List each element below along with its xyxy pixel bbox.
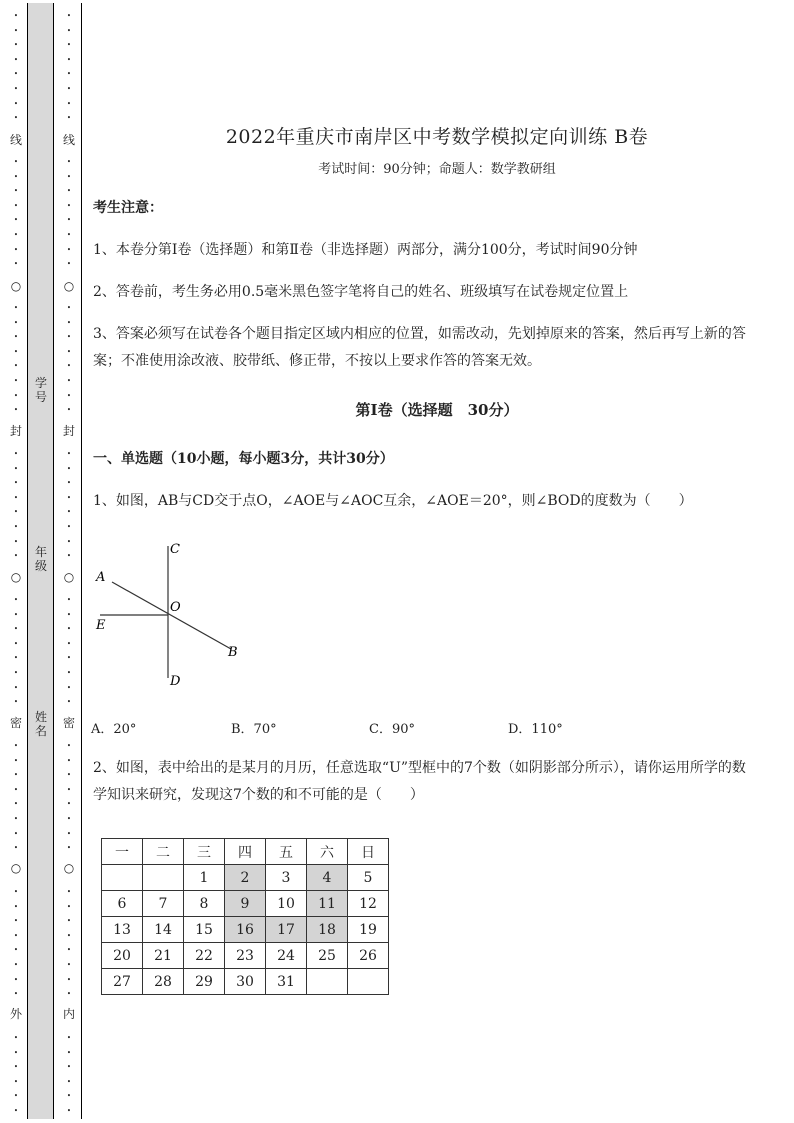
seal-dot: • xyxy=(66,931,72,940)
calendar-day-cell: 16 xyxy=(225,917,266,943)
section-title: 第I卷（选择题 30分） xyxy=(355,401,519,419)
seal-dot: • xyxy=(66,975,72,984)
seal-dot: • xyxy=(66,85,72,93)
seal-dot: • xyxy=(66,800,72,809)
seal-dot: • xyxy=(13,187,19,196)
seal-dot: • xyxy=(66,464,72,473)
inner-label-seal: 封 xyxy=(62,424,75,438)
seal-dot: • xyxy=(66,1077,72,1086)
seal-dot: • xyxy=(66,172,72,181)
seal-dot: • xyxy=(13,844,19,853)
seal-dot: • xyxy=(13,201,19,210)
seal-dot: • xyxy=(66,70,72,79)
seal-dot: • xyxy=(13,391,19,400)
calendar-day-cell xyxy=(102,865,143,891)
seal-dot: • xyxy=(66,946,72,955)
calendar-day-cell: 20 xyxy=(102,943,143,969)
outer-label-seal: 封 xyxy=(9,424,22,438)
seal-dot: • xyxy=(13,26,19,35)
calendar-weekday-header: 六 xyxy=(307,839,348,865)
label-e: E xyxy=(96,618,106,633)
seal-dot: • xyxy=(13,990,19,999)
outer-label-outside: 外 xyxy=(9,1007,22,1021)
seal-dot: • xyxy=(66,1034,72,1042)
seal-dot: • xyxy=(66,479,72,488)
question-1-text: 1、如图，AB与CD交于点O，∠AOE与∠AOC互余，∠AOE＝20°，则∠BOD的度数为（ ） xyxy=(93,493,693,509)
seal-dot: • xyxy=(66,333,72,342)
seal-dot: • xyxy=(13,1063,19,1072)
seal-dot: • xyxy=(13,1077,19,1086)
seal-dot: • xyxy=(13,756,19,765)
seal-dot: • xyxy=(66,537,72,546)
seal-dot: • xyxy=(13,304,19,312)
outer-label-circle: ○ xyxy=(10,861,22,875)
calendar-day-cell: 2 xyxy=(225,865,266,891)
calendar-day-cell: 11 xyxy=(307,891,348,917)
calendar-weekday-header: 三 xyxy=(184,839,225,865)
question-1-option-a[interactable]: A．20° xyxy=(91,722,137,737)
margin-line-right xyxy=(81,3,82,1119)
label-a: A xyxy=(96,570,106,585)
seal-dot: • xyxy=(66,201,72,210)
seal-dot: • xyxy=(66,26,72,35)
seal-dot: • xyxy=(66,888,72,896)
seal-dot: • xyxy=(66,450,72,458)
seal-dot: • xyxy=(13,216,19,225)
label-b: B xyxy=(228,645,238,660)
seal-dot: • xyxy=(66,1092,72,1101)
calendar-weekday-header: 二 xyxy=(143,839,184,865)
seal-dot: • xyxy=(13,85,19,93)
seal-dot: • xyxy=(13,114,19,123)
seal-dot: • xyxy=(13,231,19,239)
calendar-week-row xyxy=(102,917,389,943)
seal-dot: • xyxy=(66,55,72,64)
seal-dot: • xyxy=(66,347,72,356)
seal-dot: • xyxy=(13,479,19,488)
grade-field-label: 年级 xyxy=(34,545,47,573)
seal-dot: • xyxy=(13,888,19,896)
seal-dot: • xyxy=(66,245,72,254)
exam-title: 2022年重庆市南岸区中考数学模拟定向训练 B卷 xyxy=(225,126,649,148)
seal-dot: • xyxy=(66,639,72,648)
label-o: O xyxy=(170,600,181,615)
question-2-text: 2、如图，表中给出的是某月的月历，任意选取“U”型框中的7个数（如阴影部分所示），请你运用所学的数学知识来研究，发现这7个数的和不可能的是（ ） xyxy=(93,760,746,803)
seal-dot: • xyxy=(66,1107,72,1115)
seal-dot: • xyxy=(13,610,19,619)
seal-dot: • xyxy=(66,917,72,926)
seal-dot: • xyxy=(13,639,19,648)
seal-dot: • xyxy=(13,12,19,20)
seal-dot: • xyxy=(13,800,19,809)
seal-dot: • xyxy=(13,333,19,342)
calendar-weekday-header: 五 xyxy=(266,839,307,865)
calendar-day-cell: 28 xyxy=(143,969,184,995)
calendar-day-cell: 6 xyxy=(102,891,143,917)
seal-dot: • xyxy=(13,41,19,50)
calendar-day-cell: 4 xyxy=(307,865,348,891)
calendar-week-row xyxy=(102,969,389,995)
calendar-day-cell: 8 xyxy=(184,891,225,917)
inner-label-circle: ○ xyxy=(63,861,75,875)
calendar-day-cell: 14 xyxy=(143,917,184,943)
inner-dotted-seal-line xyxy=(62,0,76,1123)
calendar-day-cell: 26 xyxy=(348,943,389,969)
exam-subtitle: 考试时间：90分钟；命题人：数学教研组 xyxy=(318,162,556,177)
calendar-day-cell: 24 xyxy=(266,943,307,969)
part-heading: 一、单选题（10小题，每小题3分，共计30分） xyxy=(93,451,394,467)
seal-dot: • xyxy=(13,625,19,634)
seal-dot: • xyxy=(13,537,19,546)
seal-dot: • xyxy=(13,771,19,780)
label-d: D xyxy=(170,674,181,689)
seal-dot: • xyxy=(66,187,72,196)
calendar-day-cell: 19 xyxy=(348,917,389,943)
seal-dot: • xyxy=(66,669,72,677)
calendar-day-cell: 25 xyxy=(307,943,348,969)
calendar-day-cell: 30 xyxy=(225,969,266,995)
seal-dot: • xyxy=(66,683,72,692)
outer-dotted-seal-line xyxy=(9,0,23,1123)
calendar-day-cell: 31 xyxy=(266,969,307,995)
calendar-day-cell: 10 xyxy=(266,891,307,917)
student-number-field-label: 学号 xyxy=(34,376,47,404)
seal-dot: • xyxy=(13,917,19,926)
seal-dot: • xyxy=(66,610,72,619)
calendar-header-row xyxy=(102,839,389,865)
margin-line-middle xyxy=(53,3,54,1119)
seal-dot: • xyxy=(13,1034,19,1042)
seal-dot: • xyxy=(66,785,72,794)
calendar-day-cell: 9 xyxy=(225,891,266,917)
inner-label-circle: ○ xyxy=(63,279,75,293)
seal-dot: • xyxy=(13,70,19,79)
seal-dot: • xyxy=(66,1063,72,1072)
seal-dot: • xyxy=(66,742,72,750)
seal-dot: • xyxy=(66,216,72,225)
question-1-option-c[interactable]: C．90° xyxy=(369,722,415,737)
seal-dot: • xyxy=(13,406,19,415)
calendar-weekday-header: 一 xyxy=(102,839,143,865)
seal-dot: • xyxy=(13,464,19,473)
notice-item-2: 2、答卷前，考生务必用0.5毫米黑色签字笔将自己的姓名、班级填写在试卷规定位置上 xyxy=(93,284,629,300)
calendar-day-cell xyxy=(307,969,348,995)
seal-dot: • xyxy=(66,829,72,838)
seal-dot: • xyxy=(13,318,19,327)
notice-item-1: 1、本卷分第I卷（选择题）和第Ⅱ卷（非选择题）两部分，满分100分，考试时间90分钟 xyxy=(93,242,638,258)
seal-dot: • xyxy=(66,990,72,999)
seal-dot: • xyxy=(13,961,19,969)
calendar-day-cell: 12 xyxy=(348,891,389,917)
seal-dot: • xyxy=(13,245,19,254)
calendar-day-cell: 3 xyxy=(266,865,307,891)
calendar-day-cell: 5 xyxy=(348,865,389,891)
seal-dot: • xyxy=(13,931,19,940)
calendar-day-cell: 1 xyxy=(184,865,225,891)
seal-dot: • xyxy=(66,756,72,765)
calendar-week-row xyxy=(102,891,389,917)
seal-dot: • xyxy=(13,596,19,604)
calendar-day-cell: 22 xyxy=(184,943,225,969)
calendar-day-cell: 13 xyxy=(102,917,143,943)
calendar-table xyxy=(101,838,389,995)
seal-dot: • xyxy=(13,975,19,984)
seal-dot: • xyxy=(13,493,19,502)
seal-dot: • xyxy=(66,654,72,663)
seal-dot: • xyxy=(66,99,72,108)
calendar-weekday-header: 日 xyxy=(348,839,389,865)
calendar-day-cell: 7 xyxy=(143,891,184,917)
seal-dot: • xyxy=(13,260,19,269)
seal-dot: • xyxy=(13,99,19,108)
inner-label-circle: ○ xyxy=(63,570,75,584)
seal-dot: • xyxy=(13,742,19,750)
seal-dot: • xyxy=(66,508,72,517)
seal-dot: • xyxy=(66,844,72,853)
seal-dot: • xyxy=(66,391,72,400)
seal-dot: • xyxy=(13,815,19,823)
outer-label-secret: 密 xyxy=(9,716,22,730)
seal-dot: • xyxy=(13,55,19,64)
seal-dot: • xyxy=(66,304,72,312)
seal-dot: • xyxy=(66,961,72,969)
calendar-weekday-header: 四 xyxy=(225,839,266,865)
calendar-day-cell xyxy=(143,865,184,891)
seal-dot: • xyxy=(13,508,19,517)
seal-dot: • xyxy=(66,12,72,20)
seal-dot: • xyxy=(13,698,19,707)
seal-dot: • xyxy=(13,377,19,385)
seal-dot: • xyxy=(66,406,72,415)
notice-heading: 考生注意： xyxy=(93,200,163,216)
calendar-day-cell: 21 xyxy=(143,943,184,969)
seal-dot: • xyxy=(13,902,19,911)
inner-label-line: 线 xyxy=(62,133,75,147)
seal-dot: • xyxy=(66,771,72,780)
seal-dot: • xyxy=(13,347,19,356)
seal-dot: • xyxy=(13,946,19,955)
seal-dot: • xyxy=(66,552,72,561)
seal-dot: • xyxy=(66,902,72,911)
seal-dot: • xyxy=(66,260,72,269)
seal-dot: • xyxy=(66,362,72,371)
calendar-day-cell: 17 xyxy=(266,917,307,943)
seal-dot: • xyxy=(66,318,72,327)
calendar-day-cell: 15 xyxy=(184,917,225,943)
calendar-day-cell xyxy=(348,969,389,995)
seal-dot: • xyxy=(13,1092,19,1101)
seal-dot: • xyxy=(66,493,72,502)
calendar-day-cell: 27 xyxy=(102,969,143,995)
inner-label-inside: 内 xyxy=(62,1007,75,1021)
question-1-option-b[interactable]: B．70° xyxy=(231,722,277,737)
seal-dot: • xyxy=(13,1048,19,1057)
seal-dot: • xyxy=(66,231,72,239)
question-1-option-d[interactable]: D．110° xyxy=(508,722,563,737)
seal-dot: • xyxy=(66,815,72,823)
seal-dot: • xyxy=(13,523,19,531)
seal-dot: • xyxy=(66,596,72,604)
seal-dot: • xyxy=(66,377,72,385)
seal-dot: • xyxy=(13,172,19,181)
seal-dot: • xyxy=(13,552,19,561)
outer-label-circle: ○ xyxy=(10,279,22,293)
calendar-week-row xyxy=(102,943,389,969)
seal-dot: • xyxy=(66,698,72,707)
calendar-day-cell: 29 xyxy=(184,969,225,995)
calendar-day-cell: 23 xyxy=(225,943,266,969)
seal-dot: • xyxy=(13,362,19,371)
question-1-figure xyxy=(88,538,258,693)
seal-dot: • xyxy=(66,114,72,123)
seal-dot: • xyxy=(13,158,19,166)
name-field-label: 姓名 xyxy=(34,710,47,738)
label-c: C xyxy=(170,542,180,557)
seal-dot: • xyxy=(13,785,19,794)
calendar-day-cell: 18 xyxy=(307,917,348,943)
inner-label-secret: 密 xyxy=(62,716,75,730)
seal-dot: • xyxy=(13,669,19,677)
outer-label-line: 线 xyxy=(9,133,22,147)
seal-dot: • xyxy=(66,41,72,50)
seal-dot: • xyxy=(66,625,72,634)
seal-dot: • xyxy=(13,654,19,663)
seal-dot: • xyxy=(66,158,72,166)
seal-dot: • xyxy=(13,450,19,458)
seal-dot: • xyxy=(13,683,19,692)
outer-label-circle: ○ xyxy=(10,570,22,584)
notice-item-3: 3、答案必须写在试卷各个题目指定区域内相应的位置，如需改动，先划掉原来的答案，然后再写上新的答案；不准使用涂改液、胶带纸、修正带，不按以上要求作答的答案无效。 xyxy=(93,326,746,369)
seal-dot: • xyxy=(13,829,19,838)
seal-dot: • xyxy=(66,523,72,531)
seal-dot: • xyxy=(13,1107,19,1115)
seal-dot: • xyxy=(66,1048,72,1057)
calendar-week-row xyxy=(102,865,389,891)
margin-line-left xyxy=(27,3,28,1119)
